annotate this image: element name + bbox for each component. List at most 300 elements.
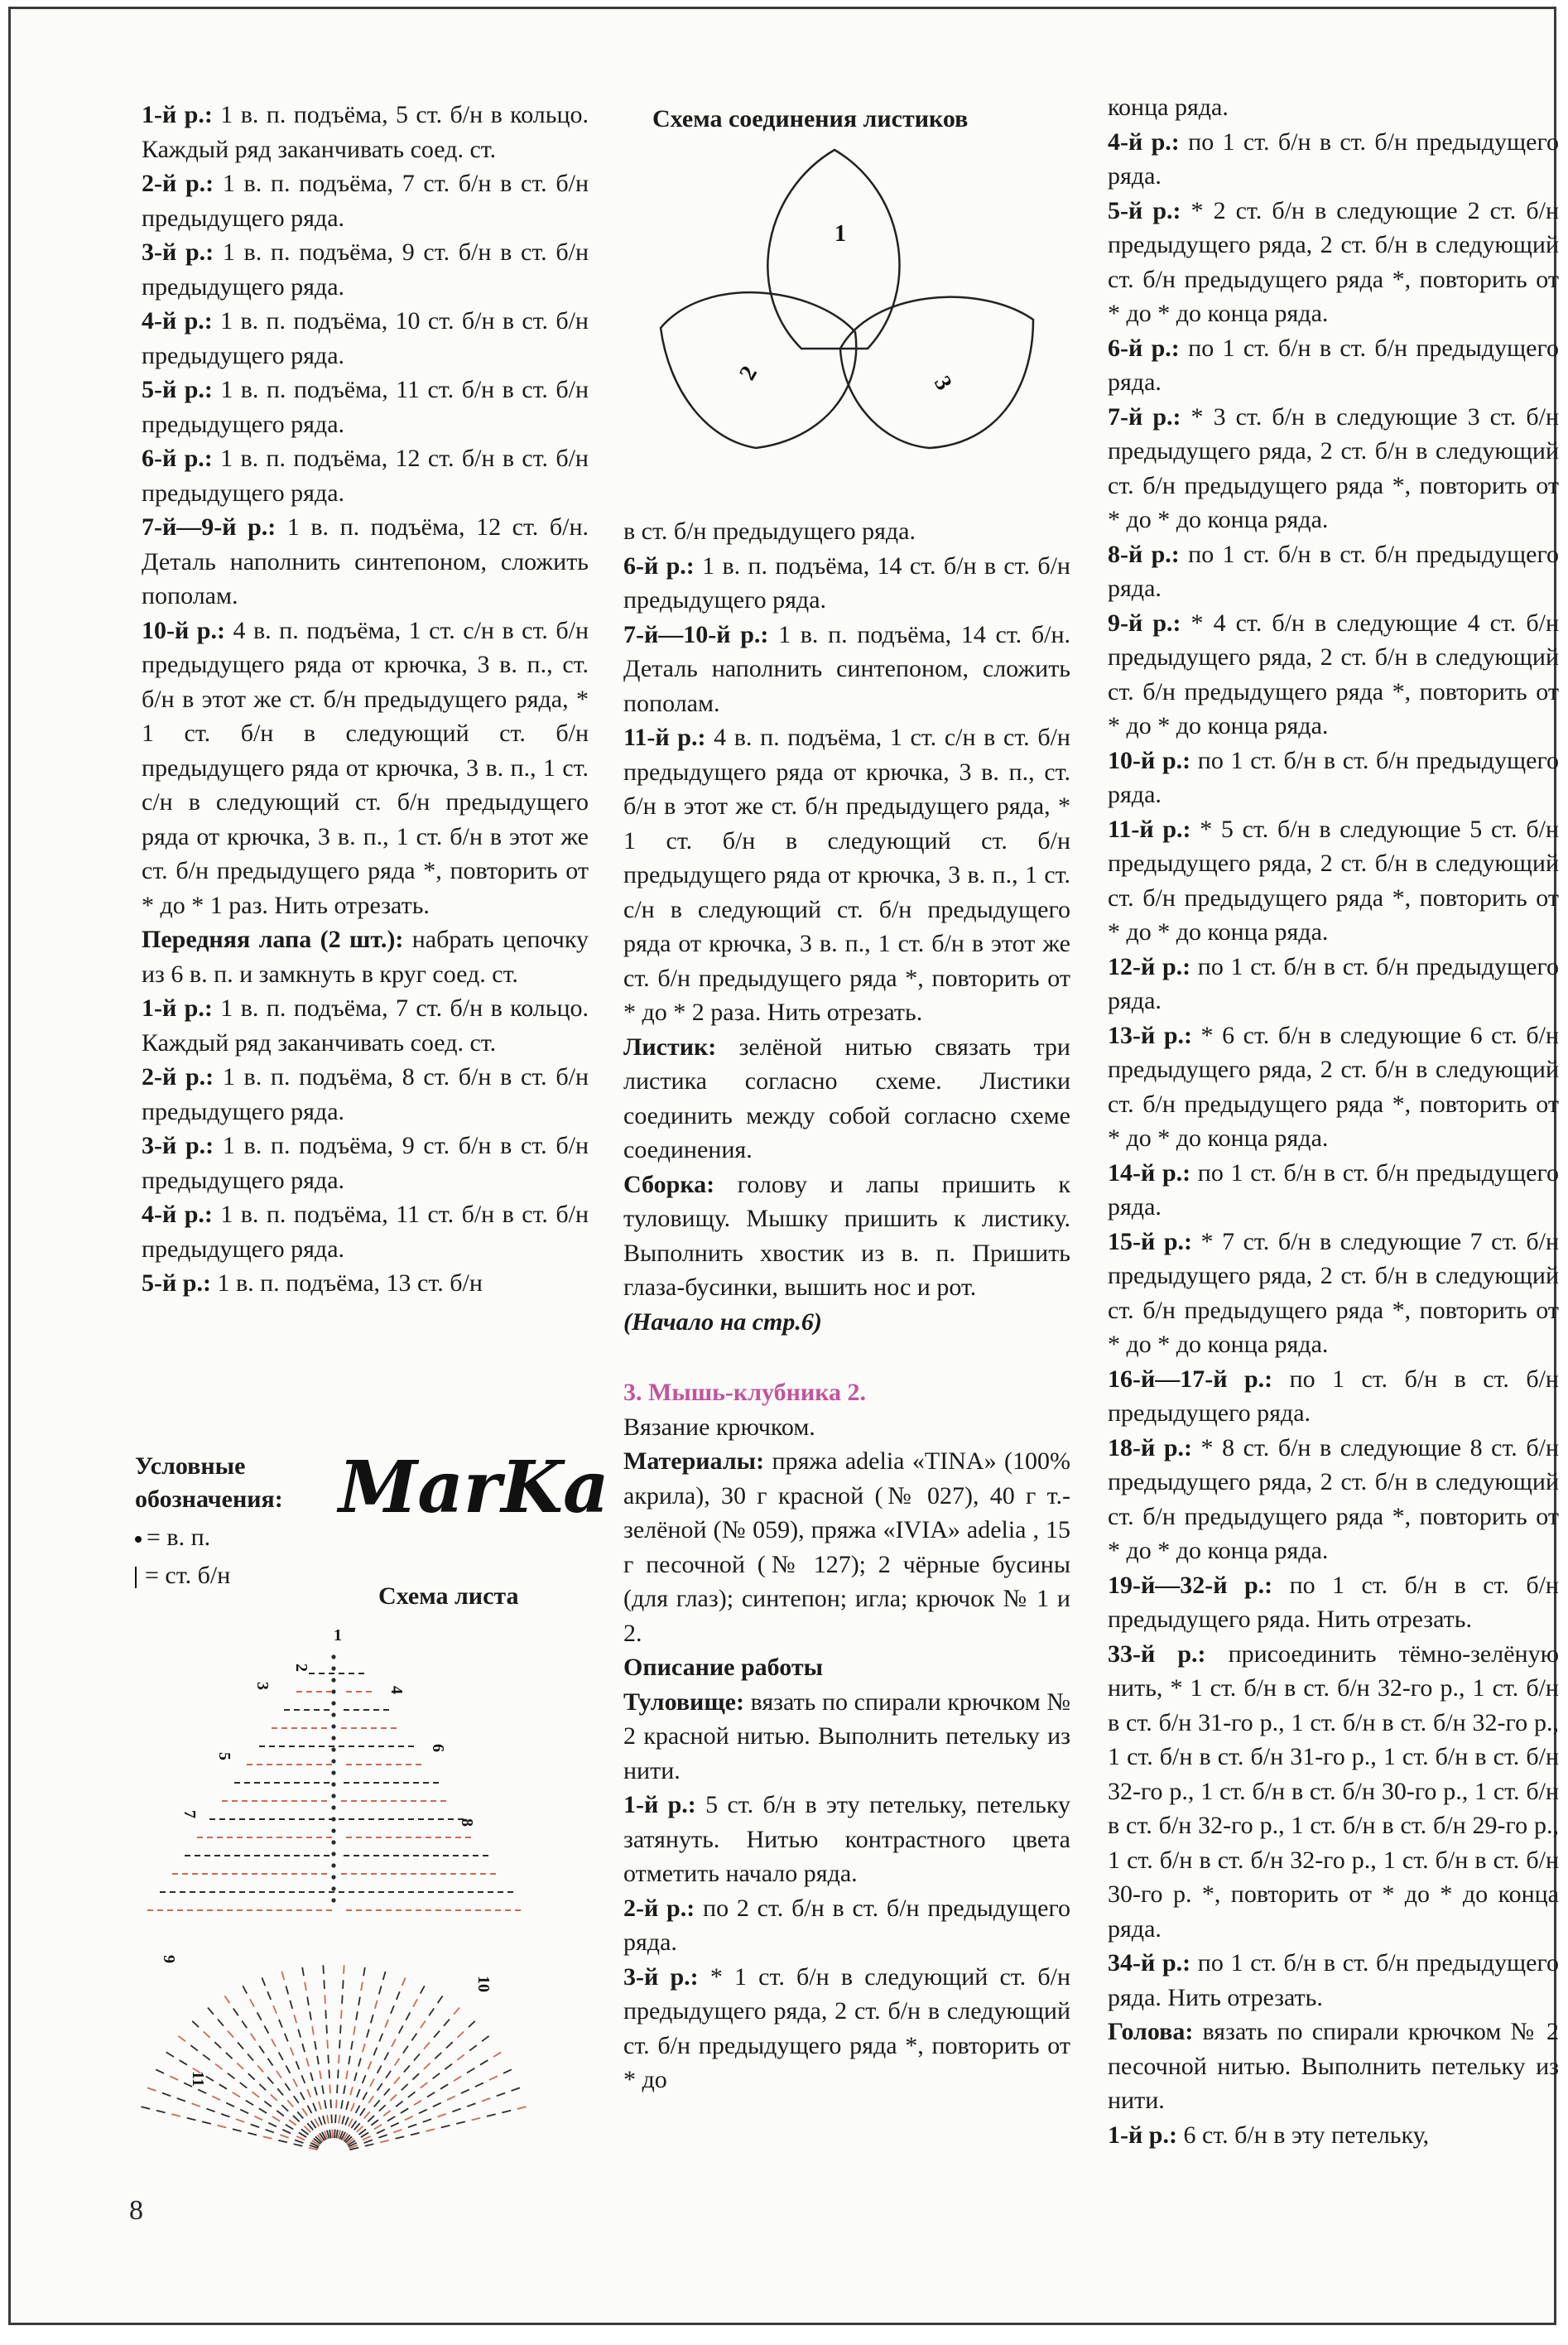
paragraph-heading: Передняя лапа (2 шт.): (142, 926, 404, 953)
paragraph (142, 991, 589, 1060)
stitch-mark (339, 2115, 340, 2123)
stitch-mark (147, 2087, 156, 2091)
stitch-mark (456, 2121, 465, 2124)
stitch-mark (378, 2135, 387, 2138)
stitch-mark (457, 2054, 464, 2060)
stitch-mark (281, 2105, 288, 2111)
stitch-mark (329, 2085, 330, 2093)
paragraph-heading: 2-й р.: (142, 170, 214, 197)
paragraph (142, 235, 589, 304)
stitch-mark (296, 2061, 300, 2069)
paragraph-heading: 33-й р.: (1108, 1640, 1206, 1668)
stitch-mark (421, 2083, 428, 2088)
stitch-mark (351, 2103, 354, 2111)
paragraph-text: 1 в. п. подъёма, 14 ст. б/н в ст. б/н предыдущего ряда. (623, 551, 1070, 614)
page-number: 8 (129, 2195, 143, 2226)
stitch-mark (325, 2010, 326, 2018)
stitch-mark (293, 2079, 297, 2087)
stitch-mark (379, 1986, 382, 1994)
stitch-mark (408, 2092, 416, 2097)
stitch-mark (203, 2054, 210, 2060)
paragraph (623, 1650, 1070, 1685)
paragraph-heading: 13-й р.: (1108, 1021, 1192, 1049)
stitch-mark (267, 2077, 273, 2083)
chain-stitch-dot (331, 1898, 335, 1902)
paragraph (1108, 90, 1559, 125)
stitch-mark (192, 2021, 199, 2027)
stitch-mark (487, 2114, 496, 2116)
stitch-mark (336, 2100, 337, 2108)
stitch-mark (452, 2109, 460, 2112)
chain-stitch-symbol (135, 1536, 142, 1543)
stitch-mark (330, 2100, 331, 2108)
legend-dot-meaning: = в. п. (147, 1524, 211, 1551)
stitch-mark (294, 2096, 299, 2103)
stitch-mark (253, 2092, 260, 2097)
stitch-mark (251, 2124, 259, 2127)
stitch-mark (419, 2110, 427, 2114)
stitch-mark (337, 2085, 338, 2093)
stitch-mark (349, 2056, 350, 2064)
paragraph (623, 720, 1070, 1030)
stitch-mark (236, 2119, 244, 2122)
stitch-mark (446, 2042, 453, 2048)
column-middle-top (623, 514, 1070, 1305)
paragraph (1108, 1431, 1559, 1568)
paragraph-text: * 5 ст. б/н в следующие 5 ст. б/н предыдущего ряда, 2 ст. б/н в следующий ст. б/н предыдущего ряда *, повторить от * до * до конца ряда. (1108, 815, 1559, 946)
stitch-mark (192, 2103, 200, 2107)
paragraph-heading: 9-й р.: (1108, 609, 1181, 637)
paragraph (142, 510, 589, 614)
stitch-mark (346, 2102, 349, 2110)
paragraph-heading: 7-й—9-й р.: (142, 513, 277, 541)
stitch-mark (226, 2053, 233, 2058)
stitch-mark (368, 2061, 372, 2069)
stitch-mark (259, 2084, 266, 2090)
stitch-mark (344, 2085, 345, 2093)
stitch-mark (233, 2092, 240, 2097)
paragraph-text: 1 в. п. подъёма, 5 ст. б/н в кольцо. Каждый ряд заканчивать соед. ст. (142, 101, 589, 163)
stitch-mark (242, 2021, 247, 2029)
paragraph-text: голову и лапы пришить к туловищу. Мышку пришить к листику. Выполнить хвостик из в. п. Пришить глаза-бусинки, вышить нос и рот. (623, 1170, 1070, 1301)
stitch-mark (401, 2108, 408, 2113)
stitch-mark (307, 1997, 309, 2006)
stitch-mark (413, 1999, 417, 2006)
stitch-mark (391, 2006, 394, 2014)
stitch-mark (345, 2117, 349, 2126)
chain-stitch-dot (331, 1701, 335, 1705)
stitch-mark (383, 1972, 386, 1980)
paragraph (142, 1060, 589, 1129)
stitch-mark (461, 2089, 469, 2093)
paragraph (1108, 125, 1559, 194)
stitch-mark (467, 2068, 474, 2073)
paragraph (1108, 1018, 1559, 1156)
chain-stitch-dot (331, 1747, 335, 1751)
chain-stitch-dot (331, 1654, 335, 1659)
legend-bar-row (135, 1559, 283, 1592)
paragraph (623, 1788, 1070, 1891)
stitch-mark (259, 2108, 267, 2113)
paragraph (623, 1030, 1070, 1168)
stitch-mark (447, 2096, 455, 2100)
stitch-mark (361, 1982, 363, 1991)
paragraph-heading: 18-й р.: (1108, 1433, 1192, 1461)
scheme-join-title: Схема соединения листиков (652, 105, 969, 132)
paragraph-text: по 1 ст. б/н в ст. б/н предыдущего ряда. (1108, 952, 1559, 1014)
stitch-mark (343, 1980, 344, 1988)
stitch-mark (512, 2087, 520, 2091)
stitch-mark (390, 2095, 397, 2101)
stitch-mark (351, 2121, 356, 2128)
stitch-mark (440, 2084, 448, 2089)
stitch-mark (489, 2076, 498, 2080)
paragraph (623, 1685, 1070, 1789)
stitch-mark (257, 2065, 263, 2072)
paragraph-heading: 11-й р.: (1108, 815, 1191, 843)
stitch-mark (302, 1967, 304, 1976)
stitch-mark (378, 2083, 382, 2091)
stitch-mark (356, 2106, 360, 2113)
row-number-label: 9 (160, 1955, 178, 1963)
chain-stitch-dot (331, 1712, 335, 1717)
stitch-mark (285, 2034, 288, 2042)
stitch-mark (357, 2089, 360, 2097)
stitch-mark (266, 2130, 274, 2133)
stitch-mark (368, 2096, 373, 2103)
leaf-shape-2 (661, 292, 856, 448)
paragraph (623, 618, 1070, 721)
paragraph (1108, 950, 1559, 1018)
paragraph-heading: 5-й р.: (142, 376, 213, 403)
stitch-mark (480, 2060, 488, 2065)
stitch-mark (272, 2116, 280, 2121)
paragraph-heading: 6-й р.: (142, 445, 213, 472)
stitch-mark (445, 2064, 452, 2070)
stitch-mark (295, 2140, 303, 2143)
paragraph-text: 4 в. п. подъёма, 1 ст. с/н в ст. б/н предыдущего ряда от крючка, 3 в. п., ст. б/н в этот же ст. б/н предыдущего ряда, * 1 ст. б/н в следующий ст. б/н предыдущего ряда от крючка, 3 в. п., 1 ст. с/н в следующий ст. б/н предыдущего ряда от крючка, 3 в. п., 1 ст. б/н в этот же ст. б/н предыдущего ряда *, повторить от * до * 1 раз. Нить отрезать. (142, 616, 589, 919)
paragraph (1108, 606, 1559, 744)
watermark-logo: MarKa (339, 1446, 609, 1529)
paragraph-heading: 2-й р.: (623, 1894, 695, 1922)
legend-bar-meaning: = ст. б/н (145, 1562, 231, 1589)
stitch-mark (444, 2020, 450, 2026)
stitch-mark (411, 2133, 420, 2136)
stitch-mark (171, 2114, 180, 2116)
paragraph-text: по 1 ст. б/н в ст. б/н предыдущего ряда. Нить отрезать. (1108, 1571, 1559, 1633)
paragraph-heading: 10-й р.: (1108, 746, 1191, 774)
paragraph-text: * 7 ст. б/н в следующие 7 ст. б/н предыдущего ряда, 2 ст. б/н в следующий ст. б/н предыдущего ряда *, повторить от * до * до конца ряда. (1108, 1227, 1560, 1358)
stitch-mark (341, 2100, 343, 2108)
paragraph-heading: 10-й р.: (142, 616, 225, 644)
paragraph-heading: 16-й—17-й р.: (1108, 1365, 1273, 1393)
row-number-label: 1 (334, 1626, 342, 1644)
stitch-mark (399, 2025, 403, 2033)
chain-stitch-dot (331, 1794, 335, 1798)
chain-stitch-dot (331, 1736, 335, 1740)
stitch-mark (394, 2077, 400, 2083)
stitch-mark (370, 2079, 374, 2087)
stitch-mark (327, 2115, 329, 2123)
chain-stitch-dot (331, 1759, 335, 1763)
stitch-mark (286, 1986, 288, 1994)
stitch-mark (178, 2036, 185, 2042)
paragraph-text: 1 в. п. подъёма, 9 ст. б/н в ст. б/н предыдущего ряда. (142, 238, 589, 301)
paragraph (623, 1444, 1070, 1650)
stitch-mark (482, 2036, 489, 2042)
paragraph (1108, 400, 1559, 537)
paragraph-heading: 5-й р.: (1108, 196, 1181, 224)
stitch-mark (277, 2111, 284, 2116)
stitch-mark (374, 2125, 382, 2130)
stitch-mark (402, 2084, 408, 2090)
continued-note: (Начало на стр.6) (623, 1307, 822, 1336)
row-number-label: 7 (180, 1810, 199, 1818)
stitch-mark (156, 2069, 164, 2073)
stitch-mark (248, 2133, 257, 2136)
stitch-mark (257, 2012, 262, 2020)
stitch-mark (412, 2073, 419, 2079)
paragraph (1108, 2015, 1559, 2118)
paragraph-heading: 1-й р.: (142, 101, 213, 128)
stitch-mark (429, 2008, 434, 2015)
paragraph (142, 98, 589, 166)
stitch-mark (215, 2064, 223, 2070)
paragraph (1108, 1362, 1559, 1431)
stitch-mark (363, 2136, 371, 2140)
stitch-mark (411, 2034, 416, 2041)
leaf-label-1: 1 (835, 221, 846, 247)
section-title: 3. Мышь-клубника 2. (623, 1379, 867, 1406)
stitch-mark (438, 2114, 446, 2117)
stitch-mark (356, 2011, 358, 2020)
paragraph-heading: 6-й р.: (623, 551, 695, 580)
stitch-mark (364, 2140, 373, 2143)
chain-stitch-dot (331, 1689, 335, 1693)
paragraph-text: 1 в. п. подъёма, 9 ст. б/н в ст. б/н предыдущего ряда. (142, 1132, 589, 1194)
stitch-mark (315, 2119, 319, 2126)
paragraph-text: 1 в. п. подъёма, 12 ст. б/н в ст. б/н предыдущего ряда. (142, 445, 589, 507)
stitch-mark (282, 2130, 291, 2134)
stitch-mark (363, 2044, 365, 2052)
stitch-mark (298, 2030, 301, 2038)
stitch-mark (365, 2144, 374, 2146)
stitch-mark (371, 2015, 373, 2023)
stitch-mark (289, 2120, 296, 2126)
paragraph (623, 514, 1070, 549)
paragraph-heading: 3-й р.: (623, 1962, 699, 1991)
paragraph-text: 4 в. п. подъёма, 1 ст. с/н в ст. б/н предыдущего ряда от крючка, 3 в. п., ст. б/н в этот же ст. б/н предыдущего ряда, * 1 ст. б/н в следующий ст. б/н предыдущего ряда от крючка, 3 в. п., 1 ст. с/н в следующий ст. б/н предыдущего ряда от крючка, 3 в. п., 1 ст. б/н в этот же ст. б/н предыдущего ряда *, повторить от * до * 2 раза. Нить отрезать. (623, 724, 1070, 1026)
paragraph-text: * 6 ст. б/н в следующие 6 ст. б/н предыдущего ряда, 2 ст. б/н в следующий ст. б/н предыдущего ряда *, повторить от * до * до конца ряда. (1108, 1021, 1560, 1152)
paragraph-text: зелёной нитью связать три листика согласно схеме. Листики соединить между собой согласно схеме соединения. (623, 1033, 1070, 1163)
paragraph-text: 1 в. п. подъёма, 8 ст. б/н в ст. б/н предыдущего ряда. (142, 1063, 589, 1125)
paragraph-heading: Материалы: (623, 1447, 765, 1475)
stitch-mark (441, 2126, 450, 2128)
paragraph-heading: 6-й р.: (1108, 334, 1180, 362)
paragraph (1108, 1156, 1559, 1225)
paragraph-heading: 4-й р.: (142, 307, 213, 335)
paragraph (142, 304, 589, 373)
stitch-mark (385, 2020, 388, 2028)
paragraph (142, 1266, 589, 1301)
stitch-mark (297, 2111, 303, 2118)
stitch-mark (279, 2053, 283, 2060)
paragraph-text: по 1 ст. б/н в ст. б/н предыдущего ряда. (1108, 334, 1560, 396)
stitch-mark (310, 2011, 311, 2020)
stitch-mark (320, 2071, 321, 2079)
paragraph-heading: 1-й р.: (142, 994, 213, 1022)
paragraph-heading: 5-й р.: (142, 1269, 211, 1297)
stitch-mark (433, 2073, 440, 2079)
stitch-mark (435, 2053, 441, 2058)
paragraph-heading: 4-й р.: (1108, 128, 1180, 156)
stitch-mark (254, 2116, 262, 2121)
stitch-mark (323, 1965, 324, 1973)
stitch-mark (246, 2101, 253, 2106)
stitch-mark (280, 2135, 288, 2138)
stitch-mark (363, 2075, 366, 2083)
stitch-mark (302, 2108, 307, 2116)
stitch-mark (243, 1986, 247, 1993)
paragraph-text: по 1 ст. б/н в ст. б/н предыдущего ряда. (1108, 1365, 1559, 1427)
stitch-mark (438, 1996, 443, 2003)
stitch-mark (364, 2111, 370, 2118)
leaf-shape-3 (840, 297, 1033, 448)
stitch-mark (335, 2115, 336, 2123)
stitch-mark (281, 1972, 284, 1980)
paragraph (142, 373, 589, 441)
stitch-mark (305, 1982, 306, 1991)
stitch-mark (363, 2092, 367, 2100)
stitch-mark (156, 2111, 166, 2113)
stitch-mark (319, 2102, 321, 2110)
paragraph-heading: Голова: (1108, 2018, 1194, 2045)
stitch-mark (384, 2053, 388, 2060)
stitch-mark (380, 2140, 389, 2143)
chain-stitch-dot (331, 1782, 335, 1786)
chain-stitch-dot (331, 1840, 335, 1844)
paragraph-heading: Листик: (623, 1033, 717, 1061)
stitch-mark (187, 2118, 196, 2121)
stitch-mark (306, 2058, 309, 2066)
stitch-mark (315, 2087, 317, 2095)
stitch-mark (325, 2100, 326, 2108)
stitch-mark (341, 2010, 342, 2018)
row-number-label: 6 (429, 1744, 447, 1752)
stitch-mark (469, 2045, 477, 2051)
stitch-mark (322, 2085, 324, 2093)
scheme-leaf-title: Схема листа (378, 1582, 519, 1610)
stitch-mark (404, 2065, 410, 2072)
paragraph-heading: 12-й р.: (1108, 952, 1191, 980)
stitch-mark (349, 2119, 353, 2126)
paragraph-heading: 7-й—10-й р.: (623, 620, 769, 648)
stitch-mark (323, 2116, 325, 2124)
stitch-mark (301, 2092, 305, 2100)
paragraph-heading: 14-й р.: (1108, 1158, 1191, 1187)
paragraph-text: присоединить тёмно-зелёную нить, * 1 ст. б/н в ст. б/н 32-го р., 1 ст. б/н в ст. б/н 31-го р., 1 ст. б/н в ст. б/н 32-го р., 1 ст. б/н в ст. б/н 31-го р., 1 ст. б/н в ст. б/н 32-го р., 1 ст. б/н в ст. б/н 30-го р., 1 ст. б/н в ст. б/н 32-го р., 1 ст. б/н в ст. б/н 29-го р., 1 ст. б/н в ст. б/н 32-го р., 1 ст. б/н в ст. б/н 30-го р. *, повторить от * до * до конца ряда. (1108, 1640, 1559, 1943)
stitch-mark (423, 2119, 431, 2122)
stitch-mark (392, 2039, 396, 2046)
stitch-mark (361, 2132, 368, 2137)
stitch-mark (493, 2052, 501, 2057)
stitch-mark (204, 2031, 210, 2037)
legend-title-line1: Условные (135, 1452, 246, 1480)
stitch-mark (334, 2130, 335, 2138)
paragraph-heading: Сборка: (623, 1170, 715, 1198)
stitch-mark (350, 2087, 353, 2095)
stitch-mark (218, 2020, 224, 2026)
legend-title-line2: обозначения: (135, 1485, 283, 1513)
stitch-mark (294, 2015, 296, 2023)
paragraph (1108, 1568, 1559, 1637)
paragraph-text: набрать цепочку из 6 в. п. и замкнуть в круг соед. ст. (142, 926, 589, 988)
stitch-mark (315, 2041, 316, 2049)
row-number-label: 4 (387, 1686, 406, 1694)
stitch-mark (224, 1996, 229, 2003)
paragraph-heading: 7-й р.: (1108, 402, 1181, 431)
paragraph-text: в ст. б/н предыдущего ряда. (623, 518, 916, 545)
stitch-mark (368, 2116, 374, 2121)
stitch-mark (264, 2102, 272, 2107)
stitch-mark (233, 2008, 238, 2015)
stitch-mark (312, 2026, 314, 2034)
stitch-mark (264, 2025, 268, 2033)
stitch-mark (475, 2083, 483, 2087)
stitch-mark (354, 2026, 355, 2034)
chain-stitch-dot (331, 1851, 335, 1856)
stitch-mark (469, 2021, 475, 2027)
chain-stitch-dot (331, 1875, 335, 1879)
stitch-mark (406, 2012, 410, 2020)
stitch-mark (240, 2110, 248, 2114)
stitch-mark (302, 2044, 305, 2052)
leaf-label-3: 3 (928, 372, 957, 395)
stitch-mark (248, 2054, 253, 2060)
stitch-mark (214, 2042, 221, 2048)
paragraph (142, 922, 589, 991)
stitch-mark (313, 2103, 316, 2111)
stitch-mark (307, 2089, 310, 2097)
paragraph-text: по 1 ст. б/н в ст. б/н предыдущего ряда. (1108, 746, 1559, 808)
column-middle-bottom (623, 1444, 1070, 2097)
stitch-mark (397, 1991, 400, 2000)
paragraph (1108, 812, 1559, 950)
paragraph-heading: 1-й р.: (623, 1791, 696, 1818)
stitch-mark (291, 2048, 294, 2056)
stitch-mark (219, 2084, 227, 2089)
stitch-mark (387, 2116, 395, 2121)
scheme-leaf-diagram (127, 1624, 590, 2170)
paragraph-text: 1 в. п. подъёма, 13 ст. б/н (210, 1269, 483, 1297)
stitch-mark (294, 2144, 303, 2146)
stitch-mark (403, 2046, 408, 2054)
row-number-label: 10 (474, 1976, 493, 1992)
chain-stitch-dot (331, 1724, 335, 1728)
stitch-mark (482, 2098, 490, 2102)
stitch-mark (414, 2054, 420, 2060)
stitch-mark (238, 2042, 243, 2049)
stitch-mark (375, 2001, 378, 2009)
stitch-mark (226, 2103, 234, 2107)
stitch-mark (457, 2031, 464, 2037)
paragraph-text: конца ряда. (1108, 94, 1229, 121)
stitch-mark (408, 2124, 416, 2127)
paragraph-text: пряжа adelia «TINA» (100% акрила), 30 г красной (№ 027), 40 г т.-зелёной (№ 059), пряжа «IVIA» adelia , 15 г песочной (№ 127); 2 чёрные бусины (для глаз); синтепон; игла; крючок № 1 и 2. (623, 1447, 1070, 1647)
stitch-mark (332, 2130, 333, 2138)
stitch-mark (259, 2046, 264, 2054)
stitch-mark (212, 2096, 220, 2100)
